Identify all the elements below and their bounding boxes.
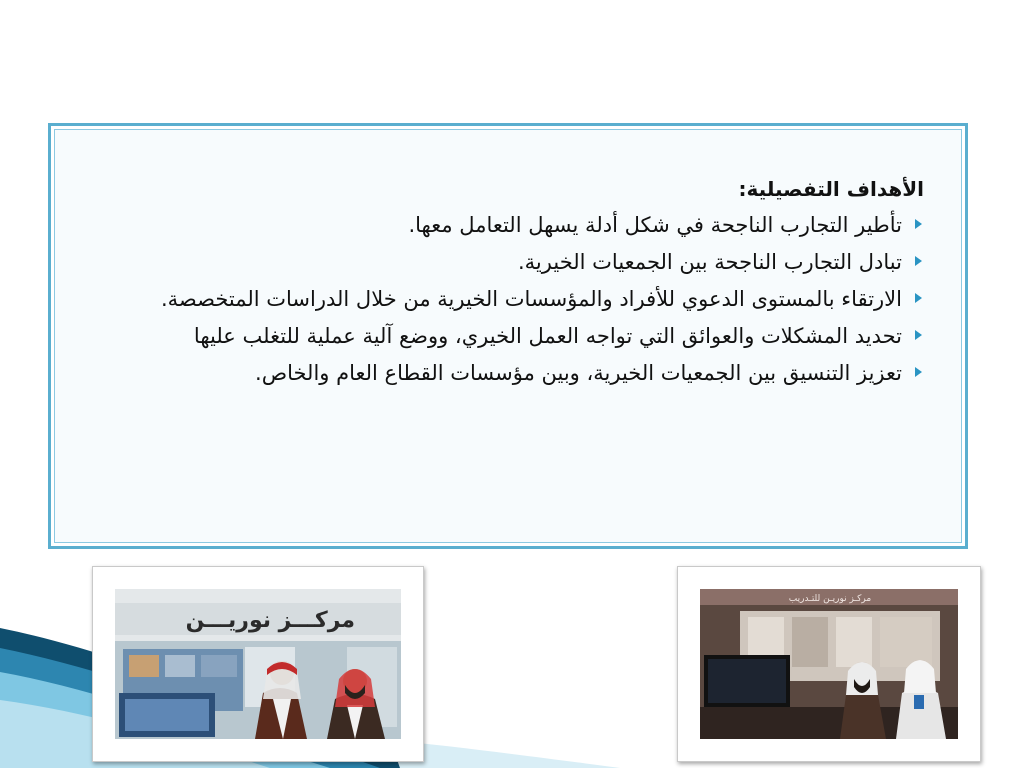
photo-booth-left — [92, 566, 424, 762]
list-item-text: الارتقاء بالمستوى الدعوي للأفراد والمؤسسات الخيرية من خلال الدراسات المتخصصة. — [160, 287, 902, 311]
list-item — [58, 210, 924, 240]
list-item — [58, 284, 924, 314]
photo-booth-right — [677, 566, 981, 762]
list-item-text: تبادل التجارب الناجحة بين الجمعيات الخيرية. — [518, 250, 902, 274]
booth-photo-left — [115, 589, 401, 739]
slide-heading: الأهداف التفصيلية: — [738, 177, 924, 201]
list-item — [58, 247, 924, 277]
objectives-list — [58, 210, 924, 388]
objectives-text — [58, 174, 924, 395]
booth-sign-text: مركـز نوريـن للتـدريب — [788, 594, 872, 604]
list-item-text: تعزيز التنسيق بين الجمعيات الخيرية، وبين مؤسسات القطاع العام والخاص. — [255, 361, 902, 385]
list-item-text: تأطير التجارب الناجحة في شكل أدلة يسهل التعامل معها. — [408, 213, 902, 237]
booth-sign-text: مركـــز نوريـــن — [185, 608, 355, 633]
booth-photo-right — [700, 589, 958, 739]
list-item — [58, 321, 924, 351]
triangle-bullet-icon — [915, 367, 922, 377]
list-item-text: تحديد المشكلات والعوائق التي تواجه العمل الخيري، ووضع آلية عملية للتغلب عليها — [193, 324, 902, 348]
list-item — [58, 358, 924, 388]
triangle-bullet-icon — [915, 219, 922, 229]
triangle-bullet-icon — [915, 293, 922, 303]
triangle-bullet-icon — [915, 256, 922, 266]
triangle-bullet-icon — [915, 330, 922, 340]
